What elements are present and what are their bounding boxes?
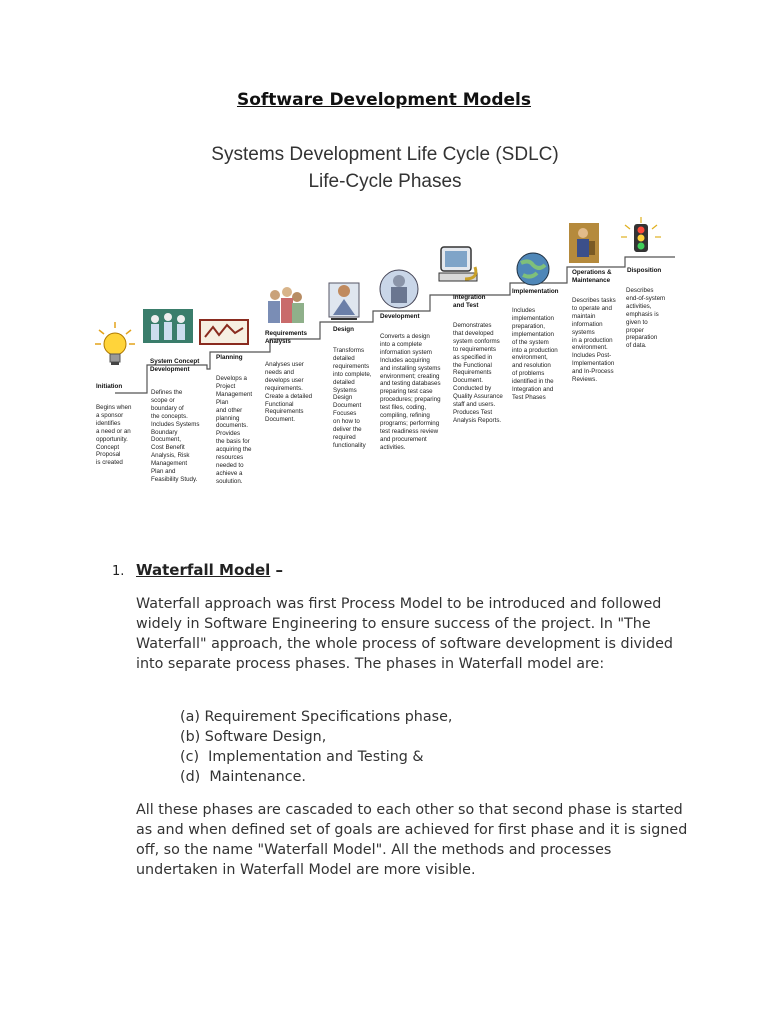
phase-label-implementation: Implementation xyxy=(512,288,559,295)
list-item: (a) Requirement Specifications phase, xyxy=(180,709,453,725)
phase-label-system-concept: System Concept Development xyxy=(150,358,200,373)
phase-desc-design: Transforms detailed requirements into complete, detailed Systems Design Document Focuses on how to deliver the required functionality xyxy=(333,347,372,449)
computer-icon xyxy=(435,243,481,289)
phase-desc-integration: Demonstrates that developed system conforms to requirements as specified in the Functional Requirements Document. Conducted by Quality Assurance staff and users. Produces Test Analysis Reports. xyxy=(453,322,503,424)
section-heading-dash: – xyxy=(270,561,284,579)
list-item: (b) Software Design, xyxy=(180,729,327,745)
phase-desc-requirements: Analyses user needs and develops user requirements. Create a detailed Functional Requirements Document. xyxy=(265,361,313,424)
phase-label-design: Design xyxy=(333,326,354,333)
design-icon xyxy=(325,277,363,323)
phase-label-operations: Operations & Maintenance xyxy=(572,269,612,284)
people-group-icon xyxy=(143,309,193,343)
phase-list xyxy=(180,707,452,787)
phase-desc-development: Converts a design into a complete information system Includes acquiring and installing systems environment; creating and testing databases preparing test case procedures; preparing test files, coding, compiling, refining programs; performing test readiness review and procurement activities. xyxy=(380,333,441,451)
lightbulb-icon xyxy=(93,320,137,370)
team-icon xyxy=(263,285,307,327)
phase-desc-disposition: Describes end-of-system activities, emphasis is given to proper preparation of data. xyxy=(626,287,666,350)
globe-icon xyxy=(515,251,551,287)
phase-label-requirements: Requirements Analysis xyxy=(265,330,307,345)
figure-title: Systems Development Life Cycle (SDLC) xyxy=(211,144,559,165)
phase-label-disposition: Disposition xyxy=(627,267,662,274)
phase-label-development: Development xyxy=(380,313,420,320)
closing-paragraph: All these phases are cascaded to each other so that second phase is started as and when defined set of goals are achieved for first phase and it is signed off, so the name "Waterfall Model". All the methods and processes undertaken in Waterfall Model are more visible. xyxy=(136,802,688,878)
phase-desc-initiation: Begins when a sponsor identifies a need or an opportunity. Concept Proposal is created xyxy=(96,404,132,467)
section-heading-text: Waterfall Model xyxy=(136,561,271,579)
phase-desc-implementation: Includes implementation preparation, implementation of the system into a production environment, and resolution of problems identified in the Integration and Test Phases xyxy=(512,307,558,401)
phase-desc-operations: Describes tasks to operate and maintain information systems in a production environment. Includes Post- Implementation and In-Process Reviews. xyxy=(572,297,616,384)
phase-desc-planning: Develops a Project Management Plan and other planning documents. Provides the basis for acquiring the resources needed to achieve a soulution. xyxy=(216,375,253,485)
phase-label-planning: Planning xyxy=(216,354,243,361)
development-icon xyxy=(377,265,421,311)
sdlc-figure xyxy=(96,125,675,535)
figure-subtitle: Life-Cycle Phases xyxy=(308,171,462,192)
page-title: Software Development Models xyxy=(236,90,531,110)
worker-icon xyxy=(567,221,601,265)
list-item: (c) Implementation and Testing & xyxy=(180,749,424,765)
phase-label-initiation: Initiation xyxy=(96,383,123,390)
phase-desc-system-concept: Defines the scope or boundary of the concepts. Includes Systems Boundary Document, Cost Benefit Analysis, Risk Management Plan and Feasibility Study. xyxy=(151,389,200,483)
section-number: 1. xyxy=(112,564,125,579)
list-item: (d) Maintenance. xyxy=(180,769,306,785)
section-heading xyxy=(136,561,283,579)
traffic-light-icon xyxy=(621,217,661,257)
planning-icon xyxy=(199,319,249,345)
phase-label-integration: Integration and Test xyxy=(453,294,486,309)
intro-paragraph: Waterfall approach was first Process Model to be introduced and followed widely in Software Engineering to ensure success of the project. In "The Waterfall" approach, the whole process of software development is divided into separate process phases. The phases in Waterfall model are: xyxy=(136,596,673,672)
